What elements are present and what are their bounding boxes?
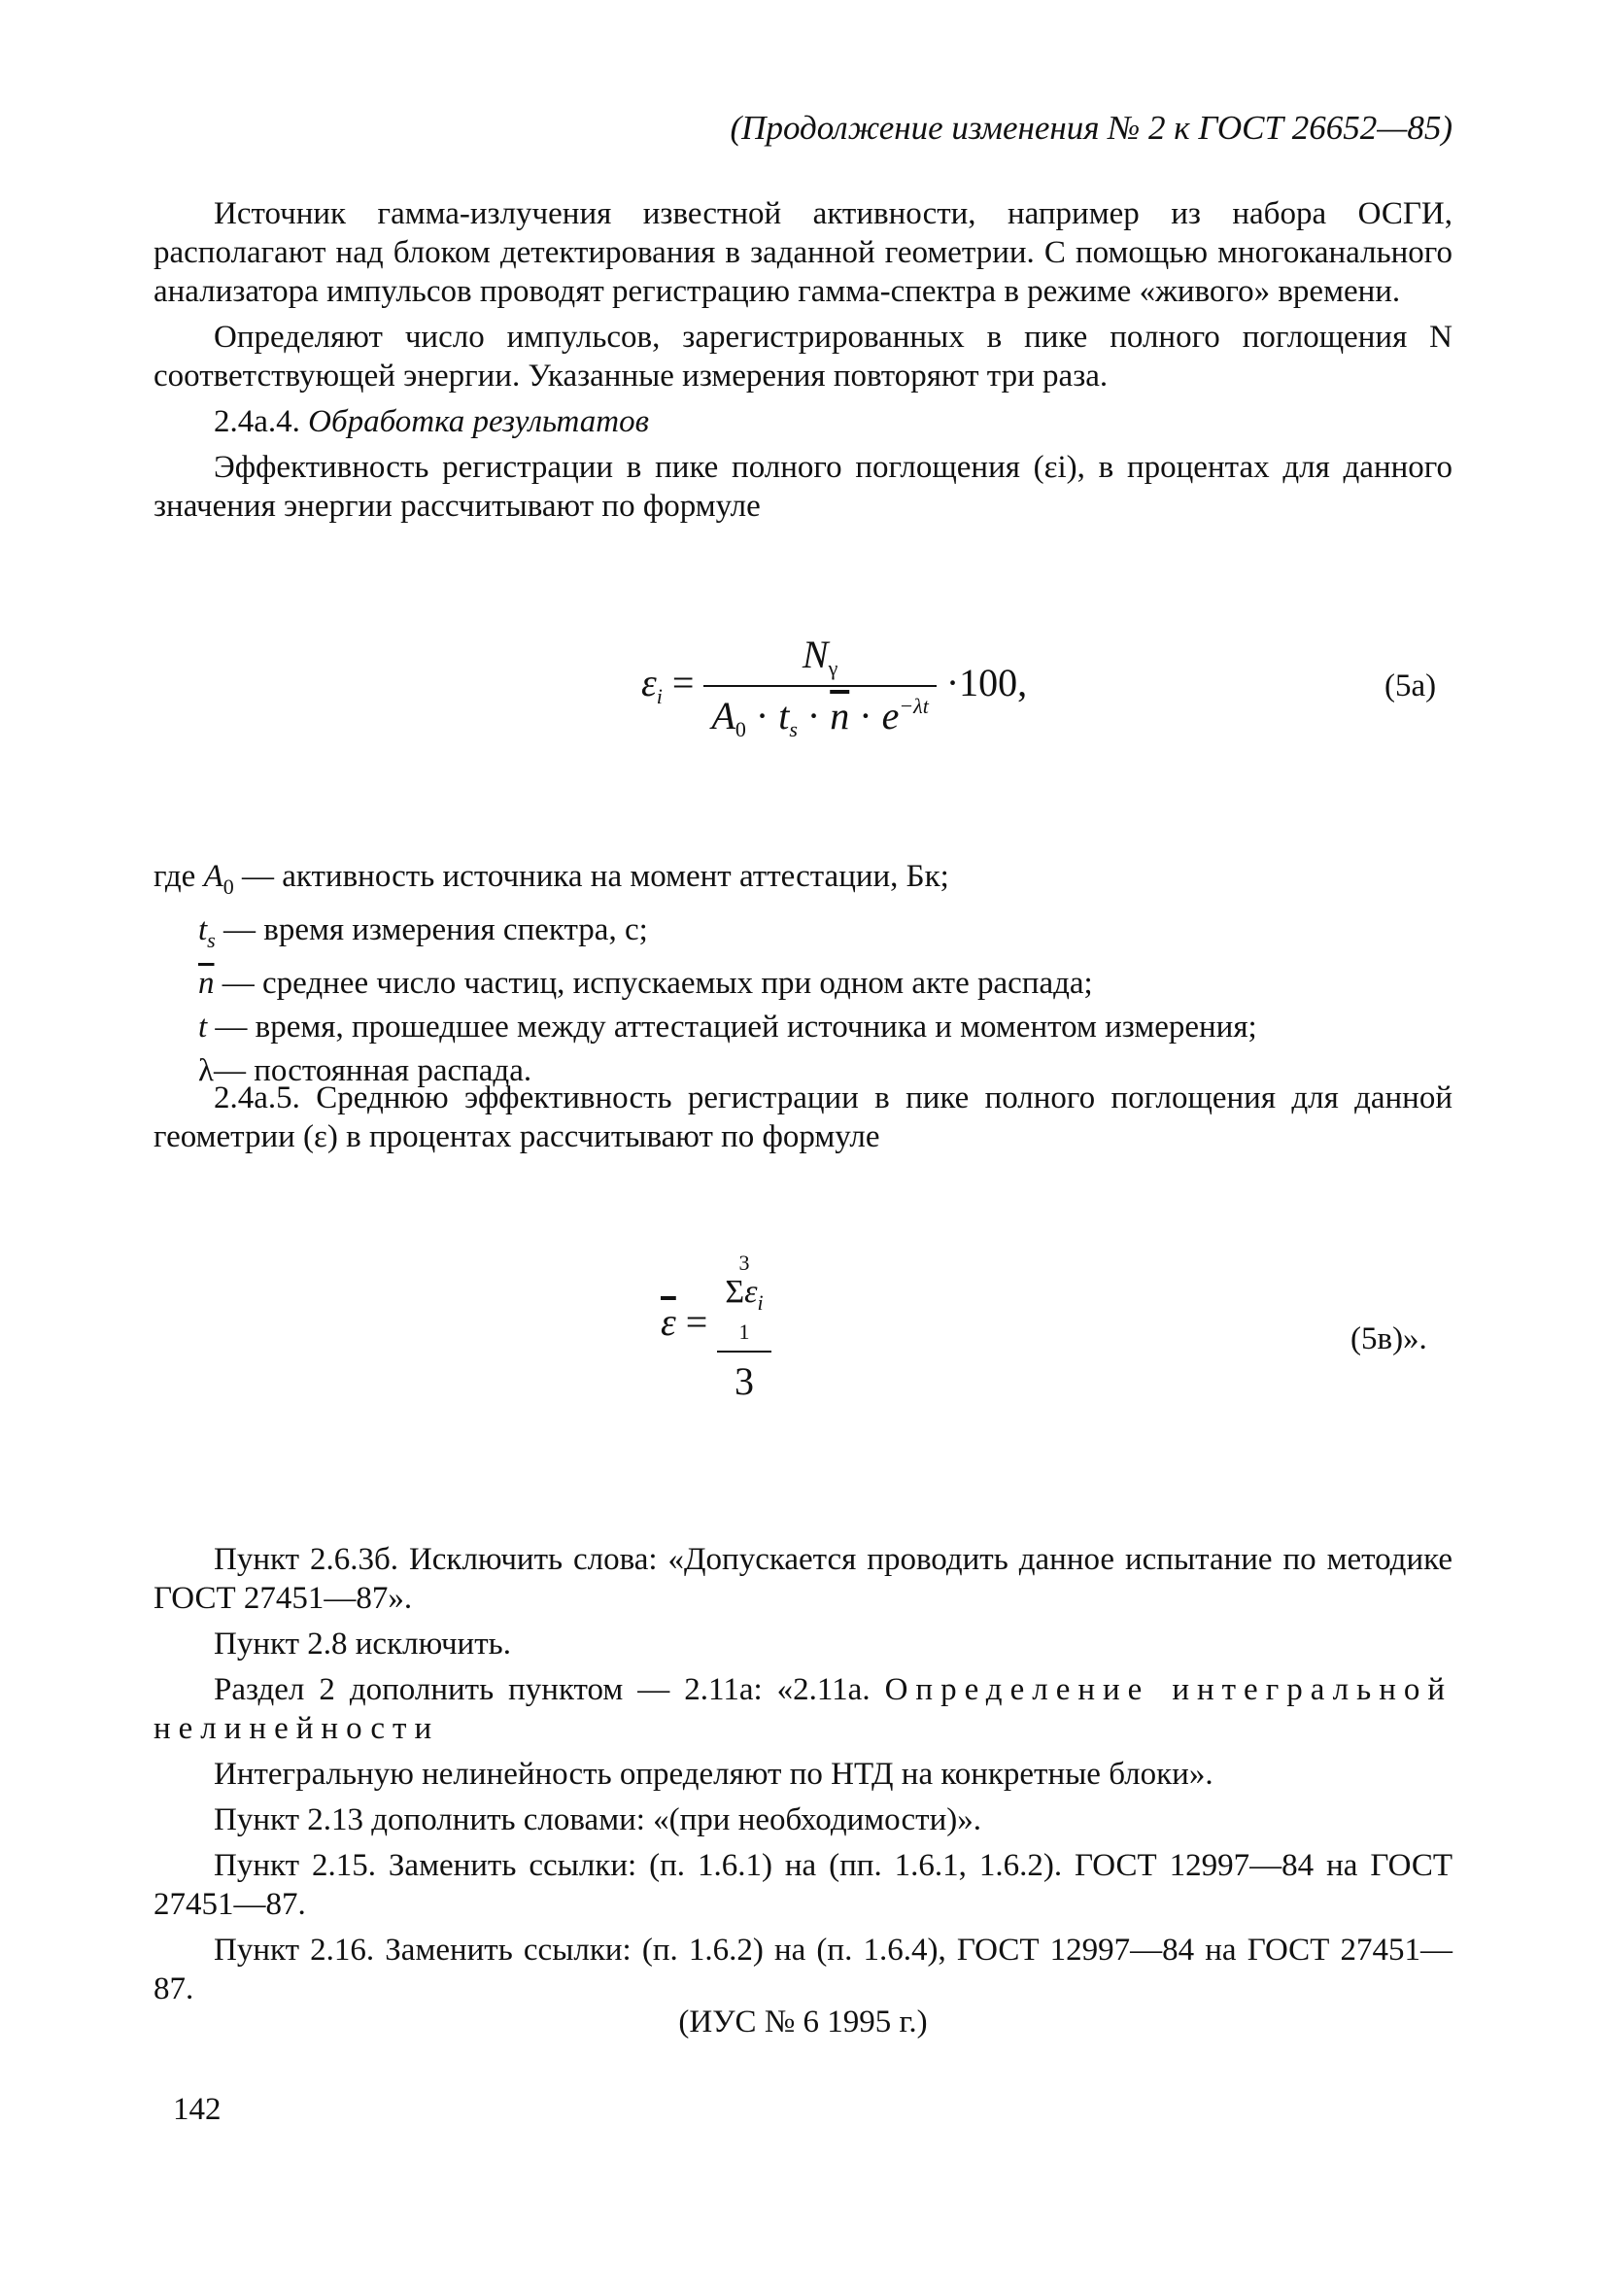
- def-symbol: $\overline{n}$: [198, 966, 215, 1001]
- section-mean: [154, 1079, 1452, 1163]
- definition-item: [154, 962, 1452, 1006]
- running-header: (Продолжение изменения № 2 к ГОСТ 26652—85): [730, 109, 1452, 147]
- sum-lower-limit: 1: [738, 1319, 750, 1344]
- definition-item: [154, 1006, 1452, 1049]
- formula-5a-number: (5а): [1384, 668, 1437, 703]
- den-a: A: [711, 694, 735, 737]
- definition-item: [154, 855, 1452, 908]
- def-symbol: t: [198, 912, 208, 947]
- formula-5b-denominator: 3: [734, 1359, 754, 1403]
- heading-title: Обработка результатов: [308, 404, 649, 439]
- formula-5b: [661, 1249, 771, 1404]
- paragraph-source: Источник гамма-излучения известной активности, например из набора ОСГИ, располагают над блоком детектирования в заданной геометрии. С помощью многоканального анализатора импульсов проводят регистрацию гамма-спектра в режиме «живого» времени.: [154, 196, 1452, 309]
- sum-symbol: Σ: [725, 1274, 745, 1310]
- paragraph-count: Определяют число импульсов, зарегистрированных в пике полного поглощения N соответствующей энергии. Указанные измерения повторяют три раза.: [154, 320, 1452, 394]
- formula-5a-denominator: $A_0 \cdot t_s \cdot \overline{n} \cdot e^{-\lambda t}$: [711, 694, 929, 741]
- subsection-heading: [154, 402, 1452, 441]
- def-text: — время, прошедшее между аттестацией источника и моментом измерения;: [215, 1010, 1257, 1045]
- def-symbol: t: [198, 1010, 208, 1045]
- formula-5b-number: (5в)».: [1350, 1321, 1427, 1356]
- heading-number: 2.4а.4.: [214, 404, 300, 439]
- sum-term: ε: [744, 1274, 758, 1310]
- paragraph-mean-efficiency: 2.4а.5. Среднюю эффективность регистрации в пике полного поглощения для данной геометрии (ε) в процентах рассчитывают по формуле: [154, 1080, 1452, 1154]
- formula-5a-fraction: [703, 632, 936, 742]
- def-text: — активность источника на момент аттестации, Бк;: [242, 859, 949, 894]
- definitions-intro: где: [154, 859, 196, 894]
- definitions-list: [154, 855, 1452, 1093]
- sum-upper-limit: 3: [738, 1251, 750, 1275]
- def-symbol: A: [203, 859, 223, 894]
- den-e: e: [881, 694, 900, 737]
- formula-5a-equals: =: [671, 661, 695, 705]
- def-text: — время измерения спектра, с;: [222, 912, 648, 947]
- formula-5b-equals: =: [685, 1300, 708, 1345]
- amendment-paragraph: Пункт 2.8 исключить.: [214, 1627, 511, 1662]
- definition-item: [154, 908, 1452, 962]
- formula-5b-lhs: $\overline{\varepsilon}$: [661, 1300, 676, 1345]
- amendment-paragraph: Пункт 2.15. Заменить ссылки: (п. 1.6.1) на (пп. 1.6.1, 1.6.2). ГОСТ 12997—84 на ГОСТ 27451—87.: [154, 1848, 1452, 1922]
- formula-5b-fraction: [717, 1249, 770, 1404]
- def-text: — постоянная распада.: [214, 1053, 532, 1088]
- paragraph-efficiency: Эффективность регистрации в пике полного поглощения (εi), в процентах для данного значения энергии рассчитывают по формуле: [154, 450, 1452, 524]
- amendment-paragraph: Интегральную нелинейность определяют по НТД на конкретные блоки».: [214, 1757, 1213, 1792]
- def-text: — среднее число частиц, испускаемых при одном акте распада;: [222, 966, 1093, 1001]
- def-sub: 0: [222, 874, 234, 899]
- formula-5a-tail: ·100,: [945, 661, 1028, 705]
- page-number: 142: [173, 2092, 222, 2127]
- amendment-paragraph: Пункт 2.16. Заменить ссылки: (п. 1.6.2) на (п. 1.6.4), ГОСТ 12997—84 на ГОСТ 27451—87.: [154, 1933, 1452, 2006]
- amendment-paragraph: Пункт 2.6.3б. Исключить слова: «Допускается проводить данное испытание по методике ГОСТ 27451—87».: [154, 1542, 1452, 1616]
- den-n: $\overline{n}$: [830, 694, 850, 737]
- amendment-paragraph: Пункт 2.13 дополнить словами: «(при необходимости)».: [214, 1802, 981, 1837]
- den-t-sub: s: [789, 717, 798, 741]
- amendment-text: Раздел 2 дополнить пунктом — 2.11а: «2.11а.: [214, 1672, 871, 1707]
- numerator-symbol: N: [802, 633, 829, 676]
- def-sub: s: [207, 928, 216, 952]
- formula-5a-lhs-sub: i: [656, 684, 663, 709]
- source-note: (ИУС № 6 1995 г.): [678, 2005, 928, 2039]
- section-intro: [154, 194, 1452, 532]
- formula-5a-numerator: [703, 632, 936, 687]
- formula-5a-lhs: ε: [641, 661, 657, 705]
- sum-term-sub: i: [757, 1290, 764, 1315]
- amendment-spaced-term: Определение интегральной нелинейности: [154, 1672, 1453, 1746]
- numerator-sub: γ: [828, 656, 838, 680]
- formula-5a: [641, 632, 1027, 742]
- section-amendments: [154, 1540, 1452, 2015]
- formula-5b-numerator: [717, 1249, 770, 1353]
- den-t: t: [778, 694, 790, 737]
- def-symbol: λ: [198, 1053, 215, 1088]
- den-a-sub: 0: [735, 717, 746, 741]
- amendment-paragraph: [154, 1670, 1452, 1748]
- den-exp: −λt: [899, 694, 929, 718]
